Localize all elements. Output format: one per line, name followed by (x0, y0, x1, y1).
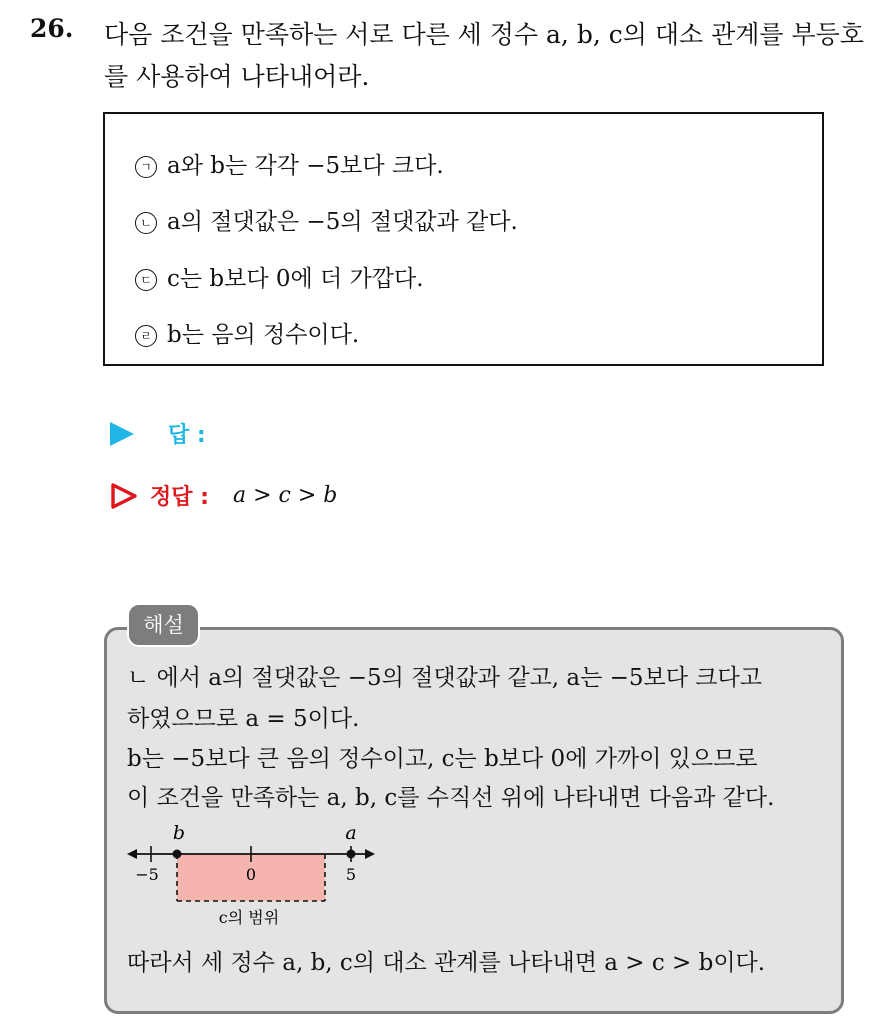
condition-2 (135, 207, 518, 237)
number-line-diagram (123, 820, 393, 930)
condition-mark-icon: ㄴ (135, 212, 157, 234)
condition-mark-icon: ㄱ (135, 156, 157, 178)
solution-line: 하였으므로 a = 5이다. (127, 706, 360, 732)
point-a (347, 850, 356, 859)
question-number: 26. (30, 14, 74, 43)
condition-text: b는 음의 정수이다. (167, 322, 360, 348)
answer-label: 답 : (168, 423, 206, 448)
solution-box (104, 627, 844, 1014)
point-b (173, 850, 182, 859)
correct-answer-label: 정답 : (150, 485, 209, 510)
tick-label-zero: 0 (245, 865, 257, 884)
condition-4 (135, 320, 359, 350)
solution-line: b는 −5보다 큰 음의 정수이고, c는 b보다 0에 가까이 있으므로 (127, 746, 758, 772)
correct-answer-row (110, 480, 337, 511)
solution-conclusion: 따라서 세 정수 a, b, c의 대소 관계를 나타내면 a > c > b이다. (127, 950, 766, 976)
correct-answer-value: a > c > b (232, 483, 338, 508)
range-label: c의 범위 (218, 908, 280, 927)
outline-arrow-icon (110, 482, 138, 510)
condition-text: a와 b는 각각 −5보다 크다. (167, 153, 444, 179)
condition-text: a의 절댓값은 −5의 절댓값과 같다. (167, 209, 518, 235)
condition-mark-icon: ㄷ (135, 269, 157, 291)
axis-arrow-left-icon (127, 849, 137, 859)
solution-tab: 해설 (127, 603, 200, 647)
condition-1 (135, 151, 444, 181)
point-label-b: b (172, 822, 186, 844)
condition-text: c는 b보다 0에 더 가깝다. (167, 266, 424, 292)
condition-mark-icon: ㄹ (135, 325, 157, 347)
point-label-a: a (345, 822, 357, 844)
play-arrow-icon (110, 422, 134, 446)
condition-3 (135, 264, 424, 294)
answer-row (110, 418, 206, 449)
solution-line: 이 조건을 만족하는 a, b, c를 수직선 위에 나타내면 다음과 같다. (127, 785, 775, 811)
tick-label-5: 5 (345, 865, 357, 884)
conditions-box (103, 112, 824, 366)
question-text: 다음 조건을 만족하는 서로 다른 세 정수 a, b, c의 대소 관계를 부등호를 사용하여 나타내어라. (104, 20, 864, 91)
axis-arrow-right-icon (365, 849, 375, 859)
solution-line: ㄴ 에서 a의 절댓값은 −5의 절댓값과 같고, a는 −5보다 크다고 (127, 665, 762, 691)
tick-label-minus-5: −5 (135, 865, 159, 884)
